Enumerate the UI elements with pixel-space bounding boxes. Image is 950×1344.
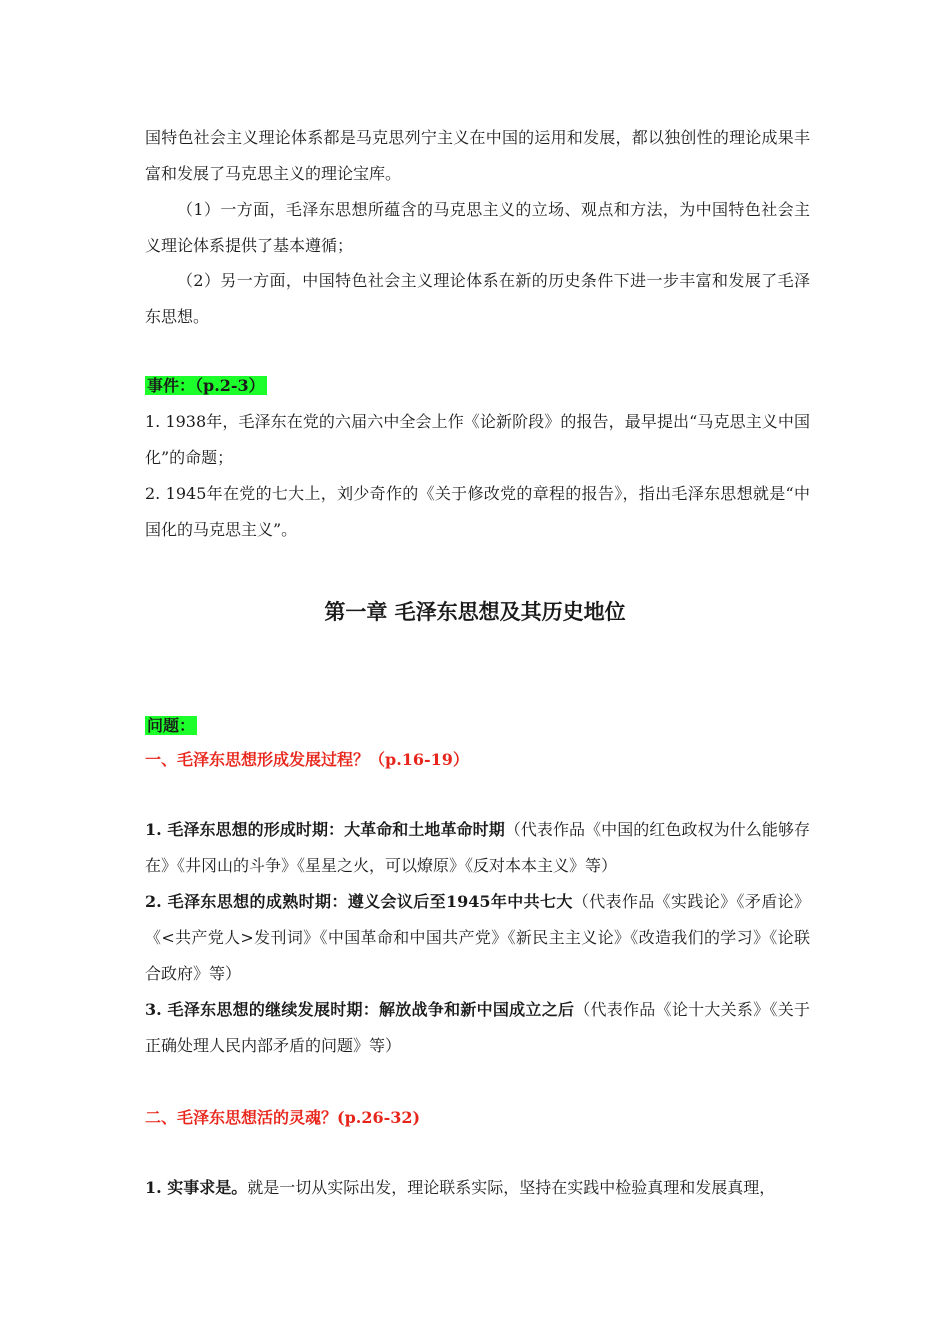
question-1-item-1 [145, 812, 810, 884]
question-1-item-3 [145, 992, 810, 1064]
question-2-title: 二、毛泽东思想活的灵魂？(p.26-32) [145, 1108, 421, 1127]
intro-paragraph-3: （2）另一方面，中国特色社会主义理论体系在新的历史条件下进一步丰富和发展了毛泽东思想。 [145, 271, 810, 326]
intro-paragraph-2: （1）一方面，毛泽东思想所蕴含的马克思主义的立场、观点和方法，为中国特色社会主义理论体系提供了基本遵循； [145, 200, 810, 255]
item-heading: 3. 毛泽东思想的继续发展时期：解放战争和新中国成立之后 [145, 1000, 575, 1019]
intro-paragraph-1: 国特色社会主义理论体系都是马克思列宁主义在中国的运用和发展，都以独创性的理论成果丰富和发展了马克思主义的理论宝库。 [145, 128, 810, 183]
event-item-1: 1. 1938年，毛泽东在党的六届六中全会上作《论新阶段》的报告，最早提出“马克思主义中国化”的命题； [145, 412, 810, 467]
questions-label: 问题： [147, 716, 196, 735]
questions-label-line [145, 708, 810, 744]
question-2-item-1 [145, 1170, 810, 1206]
item-text: （代表作品《论十大关系》《关于正确处理人民内部矛盾的问题》等） [145, 1000, 810, 1055]
question-1-title: 一、毛泽东思想形成发展过程？（p.16-19） [145, 750, 469, 769]
item-heading: 2. 毛泽东思想的成熟时期：遵义会议后至1945年中共七大 [145, 892, 573, 911]
item-text: 就是一切从实际出发，理论联系实际，坚持在实践中检验真理和发展真理， [247, 1178, 776, 1197]
question-1-item-2 [145, 884, 810, 992]
item-heading: 1. 实事求是。 [145, 1178, 248, 1197]
chapter-title: 第一章 毛泽东思想及其历史地位 [324, 599, 626, 624]
events-label-line [145, 368, 810, 404]
item-heading: 1. 毛泽东思想的形成时期：大革命和土地革命时期 [145, 820, 505, 839]
event-item-2: 2. 1945年在党的七大上，刘少奇作的《关于修改党的章程的报告》，指出毛泽东思想就是“中国化的马克思主义”。 [145, 484, 810, 539]
item-text: （代表作品《实践论》《矛盾论》《<共产党人>发刊词》《中国革命和中国共产党》《新民主主义论》《改造我们的学习》《论联合政府》等） [145, 892, 810, 983]
events-label: 事件：（p.2-3） [147, 376, 265, 395]
item-text: （代表作品《中国的红色政权为什么能够存在》《井冈山的斗争》《星星之火，可以燎原》《反对本本主义》等） [145, 820, 810, 875]
